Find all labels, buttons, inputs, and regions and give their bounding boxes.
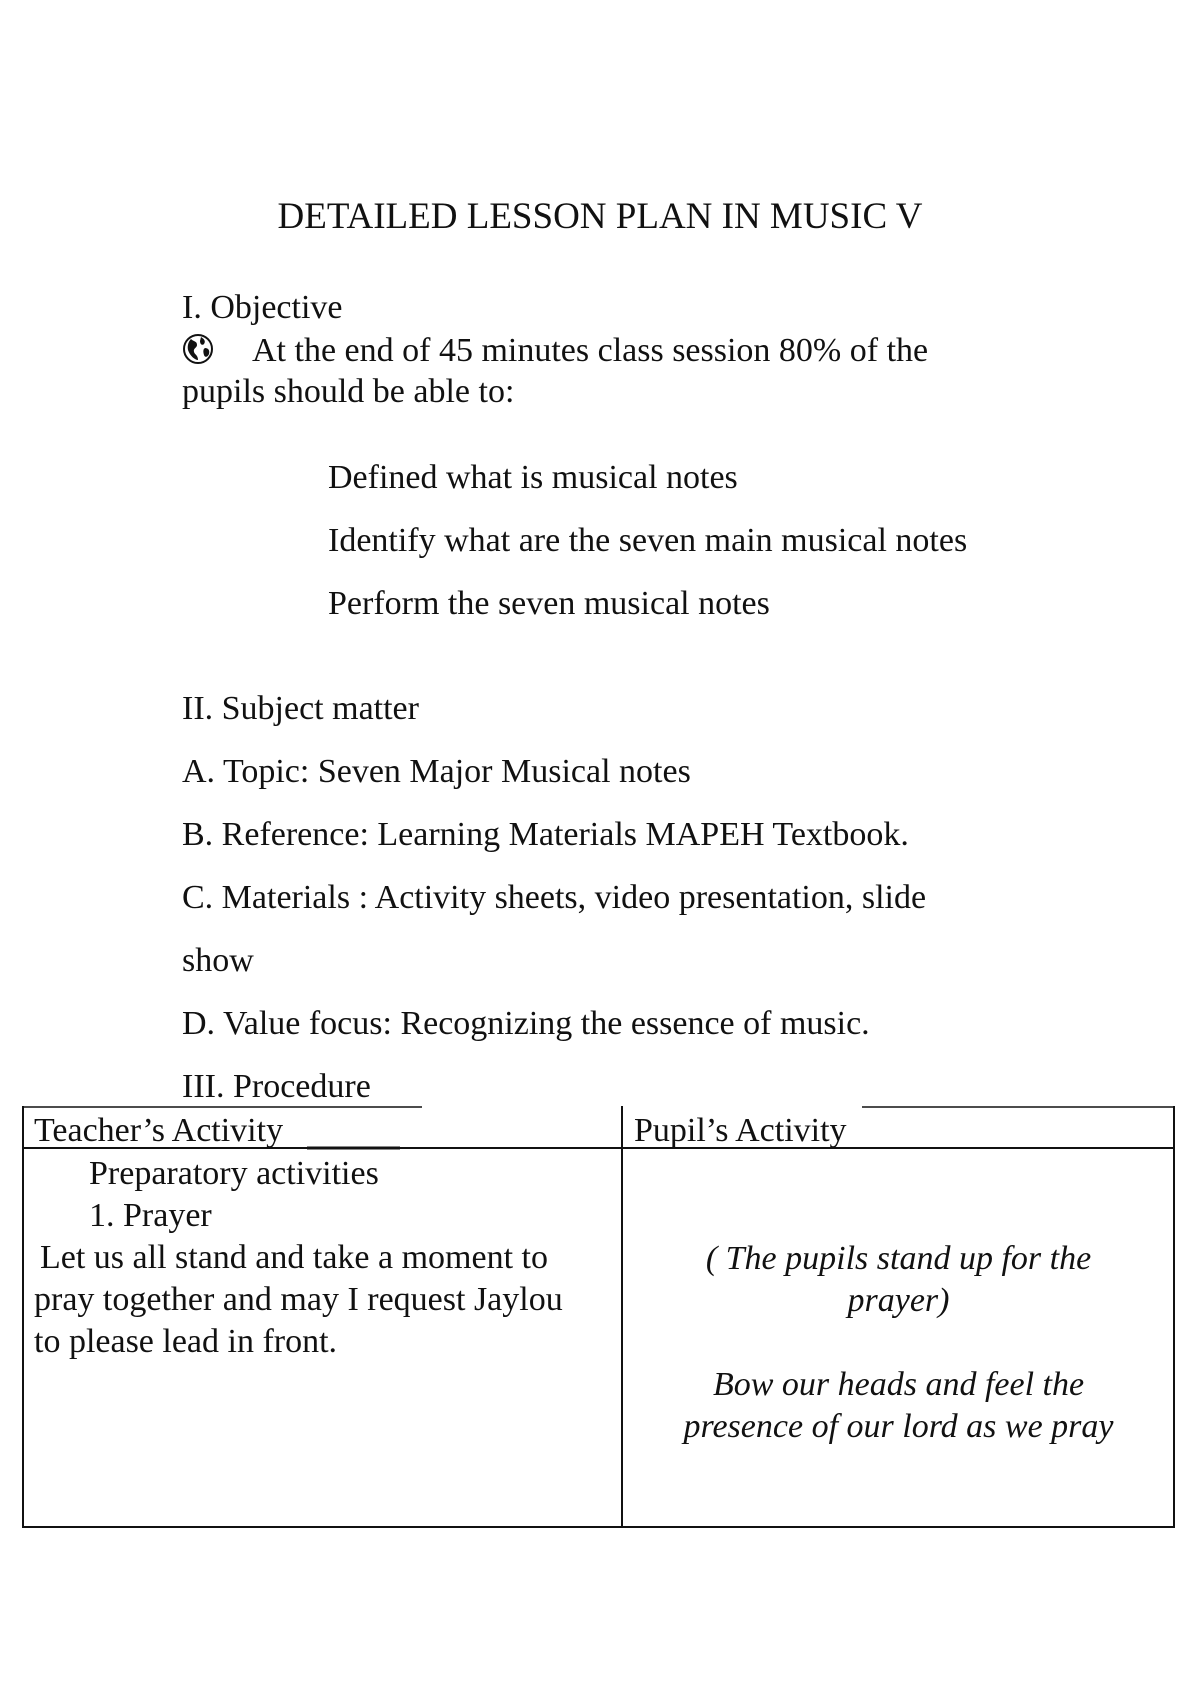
- objective-intro: [182, 333, 928, 368]
- teacher-prayer: 1. Prayer: [89, 1197, 212, 1234]
- pupil-response-line: Bow our heads and feel the: [712, 1366, 1085, 1403]
- teacher-preparatory: Preparatory activities: [89, 1155, 379, 1192]
- objective-intro-line1: At the end of 45 minutes class session 80% of the: [252, 332, 929, 369]
- globe-icon: [182, 333, 214, 365]
- teacher-instruction-line: to please lead in front.: [34, 1323, 338, 1360]
- pupil-response-line: ( The pupils stand up for the: [705, 1240, 1092, 1277]
- subject-topic: A. Topic: Seven Major Musical notes: [182, 753, 691, 790]
- objective-item: Perform the seven musical notes: [328, 585, 770, 622]
- page-title: DETAILED LESSON PLAN IN MUSIC V: [277, 196, 923, 237]
- procedure-table: [22, 1106, 1175, 1528]
- subject-matter-heading: II. Subject matter: [182, 690, 419, 727]
- objective-item: Identify what are the seven main musical notes: [328, 522, 968, 559]
- pupil-response-line: presence of our lord as we pray: [683, 1408, 1114, 1445]
- teacher-activity-header: Teacher’s Activity: [34, 1112, 284, 1149]
- subject-materials: C. Materials : Activity sheets, video presentation, slide: [182, 879, 927, 916]
- pupil-activity-header: Pupil’s Activity: [634, 1112, 847, 1149]
- pupil-response-line: prayer): [847, 1282, 950, 1319]
- subject-materials-continued: show: [182, 942, 254, 979]
- objective-intro-line2: pupils should be able to:: [182, 373, 515, 410]
- procedure-heading: III. Procedure: [182, 1068, 371, 1105]
- teacher-instruction-line: Let us all stand and take a moment to: [40, 1239, 548, 1276]
- subject-reference: B. Reference: Learning Materials MAPEH Textbook.: [182, 816, 909, 853]
- subject-value-focus: D. Value focus: Recognizing the essence of music.: [182, 1005, 870, 1042]
- objective-heading: I. Objective: [182, 289, 343, 326]
- teacher-instruction-line: pray together and may I request Jaylou: [34, 1281, 563, 1318]
- objective-item: Defined what is musical notes: [328, 459, 738, 496]
